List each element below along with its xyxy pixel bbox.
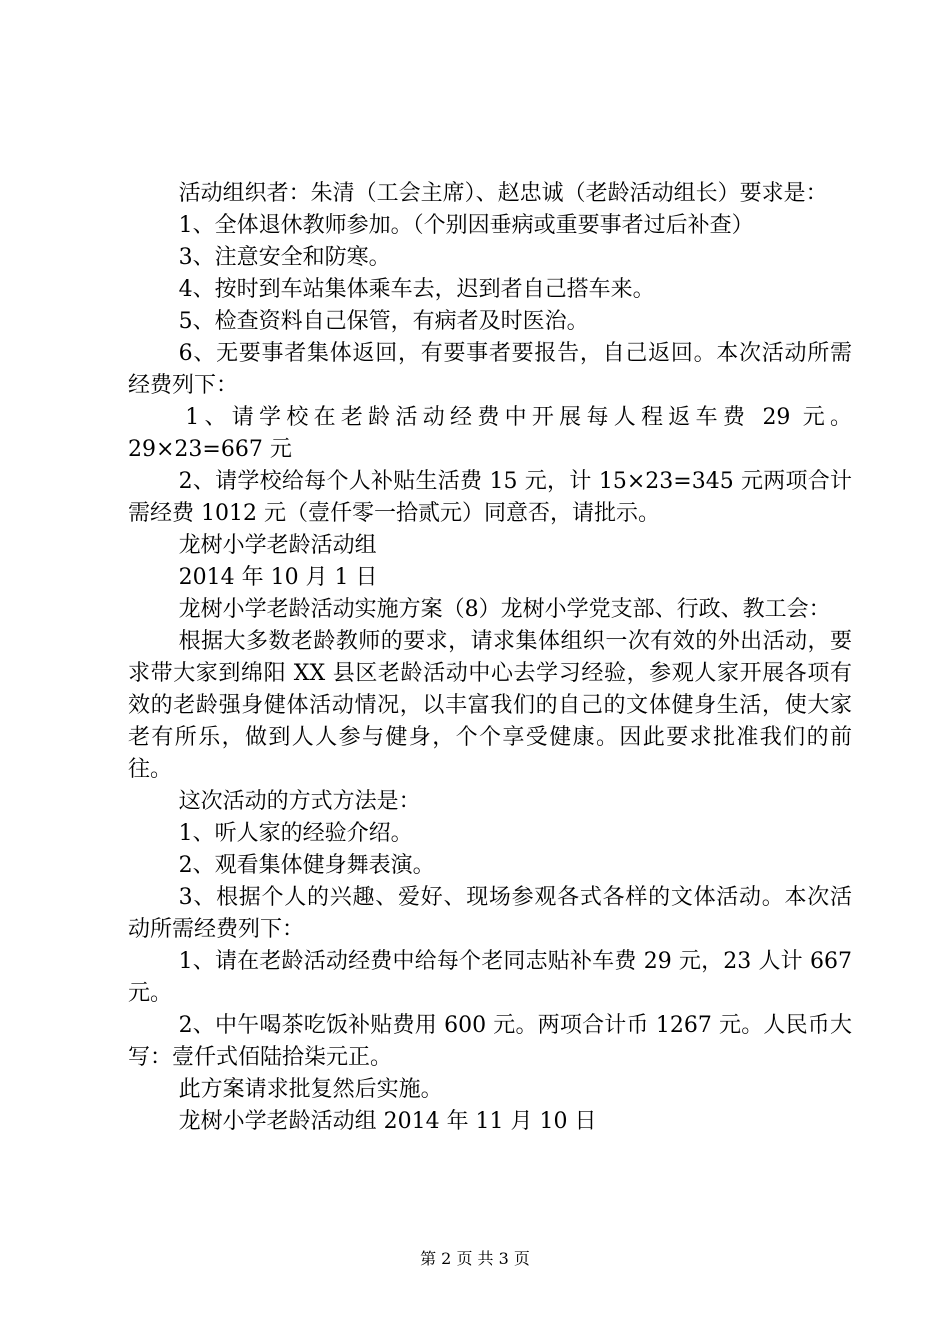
signature-date: 2014 年 10 月 1 日	[178, 565, 378, 590]
signature-group-date: 龙树小学老龄活动组 2014 年 11 月 10 日	[178, 1109, 597, 1134]
paragraph-methods-heading: 这次活动的方式方法是：	[178, 789, 421, 814]
paragraph-requirement-3: 3、注意安全和防寒。	[178, 245, 391, 270]
page-footer	[0, 1246, 950, 1269]
paragraph-plan-expense-2: 2、中午喝茶吃饭补贴费用 600 元。两项合计币 1267 元。人民币大写：壹仟式佰陆拾柒元正。	[128, 1013, 852, 1070]
paragraph-method-3: 3、根据个人的兴趣、爱好、现场参观各式各样的文体活动。本次活动所需经费列下：	[128, 885, 852, 942]
paragraph-requirement-1: 1、全体退休教师参加。（个别因垂病或重要事者过后补查）	[178, 213, 754, 238]
paragraph-method-2: 2、观看集体健身舞表演。	[178, 853, 435, 878]
plan-title: 龙树小学老龄活动实施方案（8）龙树小学党支部、行政、教工会：	[178, 597, 831, 622]
paragraph-requirement-4: 4、按时到车站集体乘车去，迟到者自己搭车来。	[178, 277, 655, 302]
paragraph-requirement-5: 5、检查资料自己保管，有病者及时医治。	[178, 309, 589, 334]
page-indicator: 第 2 页 共 3 页	[420, 1249, 530, 1268]
paragraph-organizers: 活动组织者：朱清（工会主席）、赵忠诚（老龄活动组长）要求是：	[178, 181, 828, 206]
paragraph-plan-expense-1: 1、请在老龄活动经费中给每个老同志贴补车费 29 元，23 人计 667 元。	[128, 949, 852, 1006]
paragraph-approval: 此方案请求批复然后实施。	[178, 1077, 443, 1102]
paragraph-expense-2: 2、请学校给每个人补贴生活费 15 元，计 15×23=345 元两项合计需经费 1012 元（壹仟零一拾贰元）同意否，请批示。	[128, 469, 852, 526]
paragraph-expense-1: 1、请学校在老龄活动经费中开展每人程返车费 29 元。29×23=667 元	[128, 405, 852, 462]
paragraph-request: 根据大多数老龄教师的要求，请求集体组织一次有效的外出活动，要求带大家到绵阳 XX 县区老龄活动中心去学习经验，参观人家开展各项有效的老龄强身健体活动情况，以丰富我们的自己的文体健身生活，使大家老有所乐，做到人人参与健身，个个享受健康。因此要求批准我们的前往。	[128, 629, 852, 782]
document-body	[128, 178, 852, 1138]
signature-group: 龙树小学老龄活动组	[178, 533, 377, 558]
paragraph-requirement-6: 6、无要事者集体返回，有要事者要报告，自己返回。本次活动所需经费列下：	[128, 341, 852, 398]
paragraph-method-1: 1、听人家的经验介绍。	[178, 821, 413, 846]
